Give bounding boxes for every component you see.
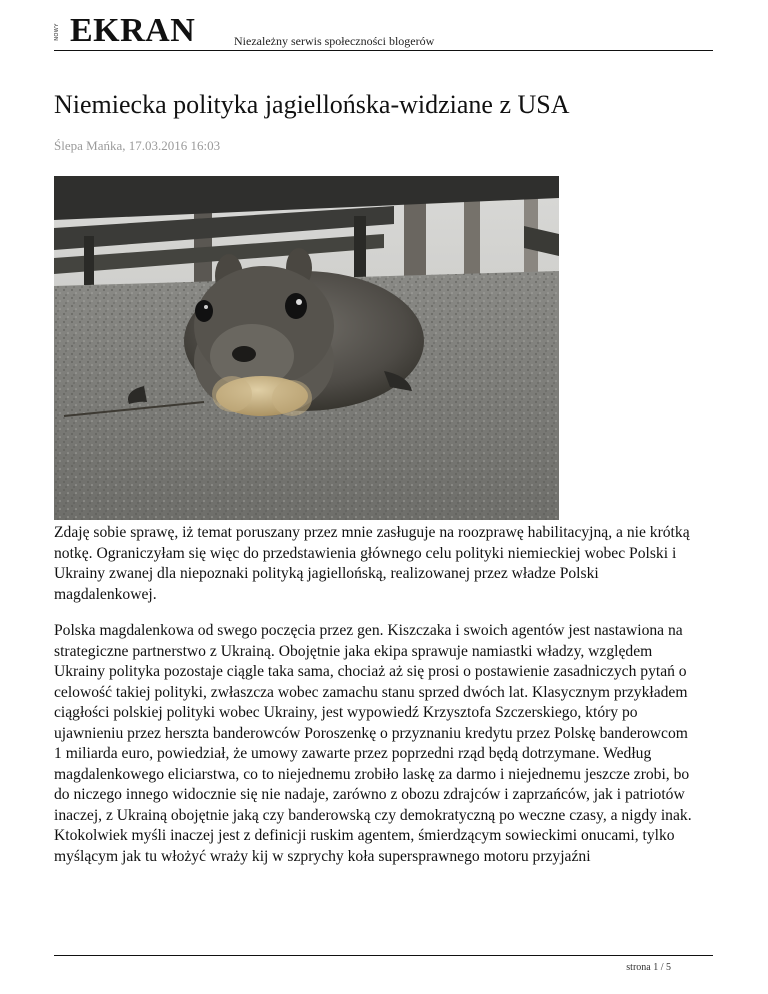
squirrel-photo-illustration — [54, 176, 559, 520]
page-number: strona 1 / 5 — [626, 962, 671, 973]
logo-text: EKRAN — [70, 12, 196, 49]
logo-mark — [54, 20, 70, 48]
logo-small-text: NOWY — [54, 23, 60, 41]
article-meta: Ślepa Mańka, 17.03.2016 16:03 — [54, 138, 221, 153]
article-photo — [54, 176, 559, 520]
site-tagline: Niezależny serwis społeczności blogerów — [234, 34, 435, 48]
article-paragraph-2: Polska magdalenkowa od swego poczęcia przez gen. Kiszczaka i swoich agentów jest nastawiona na strategiczne partnerstwo z Ukrainą. Obojętnie jaka ekipa sprawuje namiastki władzy, względem Ukrainy polityka pozostaje ciągle taka sama, chociaż aż się prosi o postawienie zasadniczych pytań o celowość takiej polityki, zwłaszcza wobec zamachu stanu sprzed dwóch lat. Klasycznym przykładem ciągłości polskiej polityki wobec Ukrainy, jest wypowiedź Krzysztofa Szczerskiego, który po ujawnieniu przez herszta banderowców Poroszenkę o przyznaniu kredytu przez Polskę banderowcom 1 miliarda euro, powiedział, że umowy zawarte przez poprzedni rząd będą dotrzymane. Według magdalenkowego eliciarstwa, co to niejednemu zrobiło laskę za darmo i niejednemu jeszcze zrobi, bo do niczego innego widocznie się nie nadaje, zarówno z obozu zdrajców i zaprzańców, jak i patriotów inaczej, z Ukrainą obojętnie jaką czy banderowską czy demokratyczną po weczne czasy, a nigdy inak. Ktokolwiek myśli inaczej jest z definicji ruskim agentem, śmierdzącym sowieckimi onucami, tylko myślącym jak tu włożyć wrażу kij w szprychy koła supersprawnego motoru przyjaźni — [54, 622, 692, 865]
site-logo[interactable] — [54, 12, 195, 48]
article-paragraph-1: Zdaję sobie sprawę, iż temat poruszany przez mnie zasługuje na roozprawę habilitacyjną, a nie krótką notkę. Ograniczyłam się więc do przedstawienia głównego celu polityki niemieckiej wobec Polski i Ukrainy zwanej dla niepoznaki polityką jagiellońską, realizowanej przez władze Polski magdalenkowej. — [54, 524, 690, 603]
footer-divider — [54, 955, 713, 956]
site-header — [54, 12, 713, 51]
article-title: Niemiecka polityka jagiellońska-widziane z USA — [54, 90, 570, 119]
article-body — [54, 523, 694, 883]
